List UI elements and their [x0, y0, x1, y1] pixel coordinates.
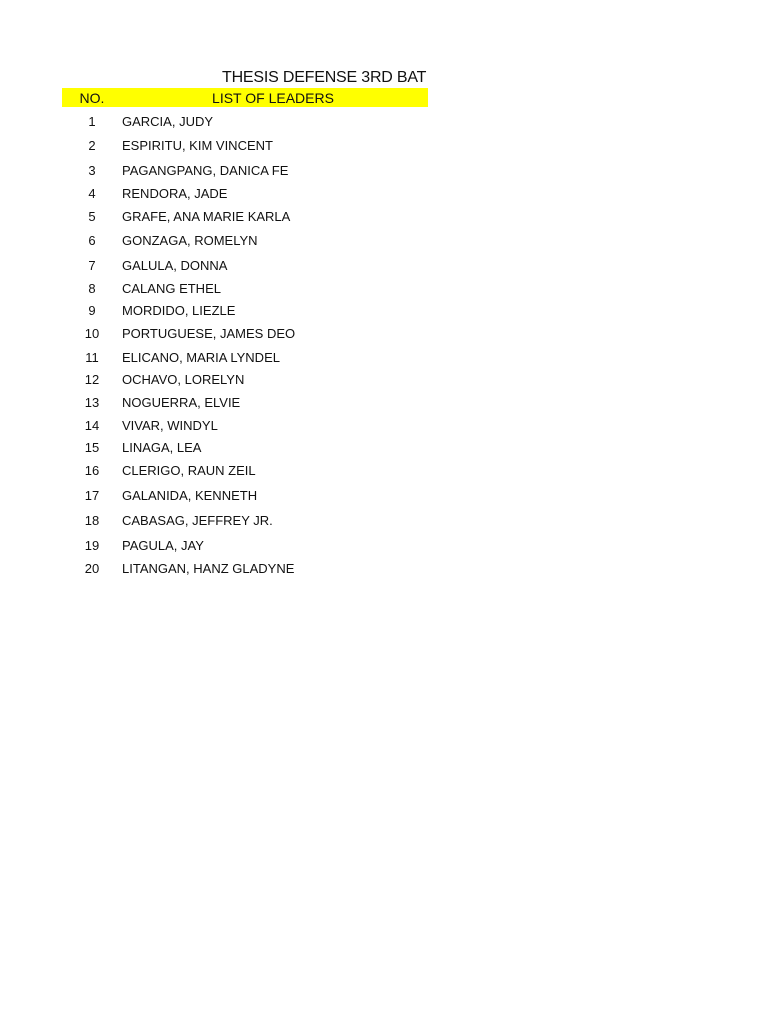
leader-name: LITANGAN, HANZ GLADYNE	[122, 561, 295, 576]
table-row	[62, 461, 442, 481]
sheet-title: THESIS DEFENSE 3RD BAT	[222, 69, 427, 86]
row-number: 15	[84, 440, 100, 455]
leader-name: PAGANGPANG, DANICA FE	[122, 163, 289, 178]
row-number: 10	[84, 326, 100, 341]
header-list-of-leaders: LIST OF LEADERS	[212, 90, 334, 106]
row-number: 6	[88, 233, 96, 248]
row-number: 8	[88, 281, 96, 296]
row-number: 5	[88, 209, 96, 224]
table-row	[62, 136, 442, 156]
row-number: 14	[84, 418, 100, 433]
table-row	[62, 536, 442, 556]
leader-name: GALULA, DONNA	[122, 258, 228, 273]
row-number: 11	[85, 350, 99, 365]
leader-name: VIVAR, WINDYL	[122, 418, 218, 433]
leader-name: GALANIDA, KENNETH	[122, 488, 258, 503]
row-number: 1	[88, 114, 96, 129]
row-number: 20	[84, 561, 100, 576]
leader-name: CABASAG, JEFFREY JR.	[122, 513, 273, 528]
leader-name: GRAFE, ANA MARIE KARLA	[122, 209, 291, 224]
table-row	[62, 393, 442, 413]
leader-name: ESPIRITU, KIM VINCENT	[122, 138, 273, 153]
row-number: 9	[88, 303, 96, 318]
table-row	[62, 416, 442, 436]
leader-name: NOGUERRA, ELVIE	[122, 395, 241, 410]
table-row	[62, 370, 442, 390]
table-row	[62, 279, 442, 299]
leader-name: PAGULA, JAY	[122, 538, 204, 553]
table-row	[62, 511, 442, 531]
table-row	[62, 161, 442, 181]
row-number: 3	[88, 163, 96, 178]
leader-name: MORDIDO, LIEZLE	[122, 303, 236, 318]
table-row	[62, 324, 442, 344]
table-row	[62, 256, 442, 276]
row-number: 4	[88, 186, 96, 201]
leader-name: OCHAVO, LORELYN	[122, 372, 245, 387]
row-number: 2	[88, 138, 96, 153]
row-number: 7	[88, 258, 96, 273]
row-number: 19	[84, 538, 100, 553]
leader-name: CALANG ETHEL	[122, 281, 221, 296]
row-number: 17	[84, 488, 100, 503]
table-row	[62, 301, 442, 321]
row-number: 16	[84, 463, 100, 478]
table-row	[62, 486, 442, 506]
leader-name: LINAGA, LEA	[122, 440, 202, 455]
table-row	[62, 207, 442, 227]
leader-name: CLERIGO, RAUN ZEIL	[122, 463, 256, 478]
header-no: NO.	[79, 90, 105, 106]
leader-name: GONZAGA, ROMELYN	[122, 233, 258, 248]
table-row	[62, 438, 442, 458]
row-number: 12	[84, 372, 100, 387]
table-row	[62, 184, 442, 204]
row-number: 18	[84, 513, 100, 528]
leader-name: PORTUGUESE, JAMES DEO	[122, 326, 296, 341]
leader-name: GARCIA, JUDY	[122, 114, 214, 129]
table-row	[62, 559, 442, 579]
table-row	[62, 348, 442, 368]
leader-name: ELICANO, MARIA LYNDEL	[122, 350, 280, 365]
row-number: 13	[84, 395, 100, 410]
table-row	[62, 112, 442, 132]
table-row	[62, 231, 442, 251]
leader-name: RENDORA, JADE	[122, 186, 228, 201]
